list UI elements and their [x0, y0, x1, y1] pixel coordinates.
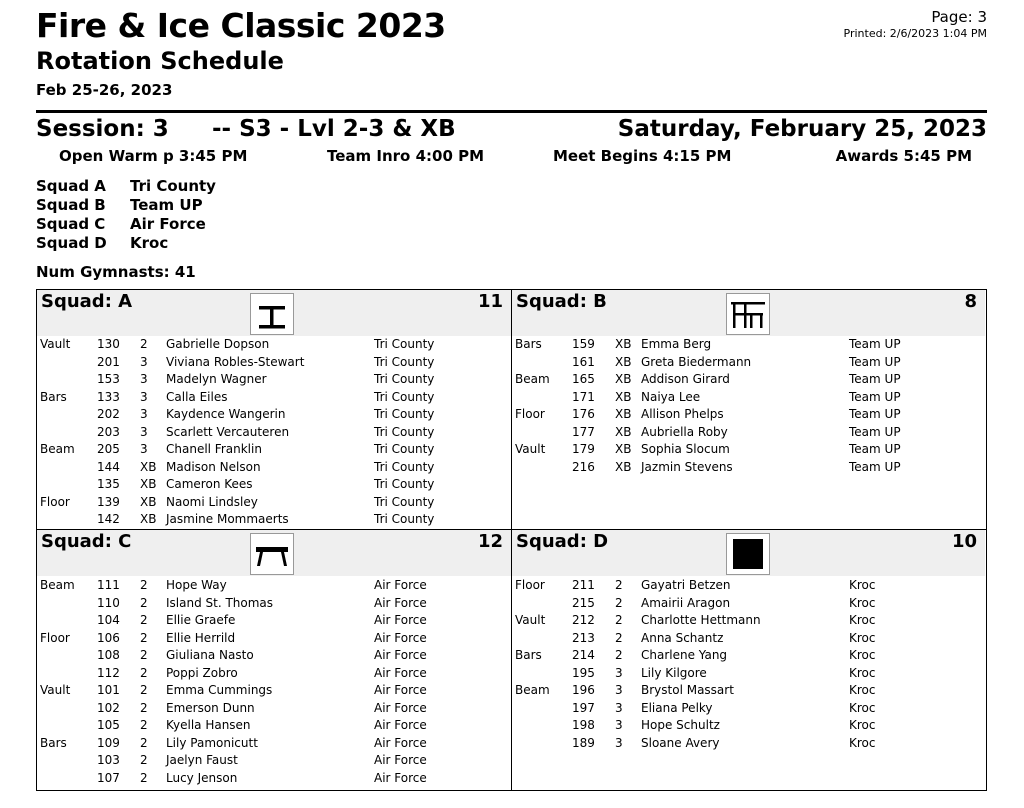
team-name: Air Force — [374, 595, 427, 610]
team-name: Kroc — [849, 648, 876, 662]
squad-key-label: Squad C — [36, 215, 106, 233]
level: 2 — [615, 630, 623, 645]
level: 3 — [140, 424, 148, 439]
team-name: Kroc — [849, 718, 876, 732]
level: 2 — [615, 595, 623, 610]
gymnast-name: Brystol Massart — [641, 683, 734, 697]
event-name: Bars — [40, 389, 67, 404]
level: XB — [615, 459, 632, 474]
roster-row — [40, 613, 510, 630]
team-name: Team UP — [849, 372, 901, 386]
team-name: Tri County — [374, 459, 435, 474]
header-divider — [36, 110, 987, 113]
competitor-number: 142 — [97, 512, 120, 526]
roster-row — [40, 407, 510, 424]
team-name: Air Force — [374, 613, 427, 627]
roster-row — [40, 495, 510, 512]
roster-row — [40, 477, 510, 494]
time-label: Open Warm p — [59, 147, 174, 165]
team-name: Air Force — [374, 648, 427, 662]
gymnast-name: Anna Schantz — [641, 630, 724, 645]
roster-row — [515, 648, 985, 665]
roster-row — [515, 631, 985, 648]
level: 3 — [140, 442, 148, 456]
gymnast-name: Amairii Aragon — [641, 595, 731, 610]
roster-row — [40, 701, 510, 718]
event-name: Vault — [515, 613, 546, 627]
team-name: Tri County — [374, 512, 435, 526]
gymnast-name: Naiya Lee — [641, 389, 701, 404]
roster-row — [515, 701, 985, 718]
squad-title: Squad: D — [516, 531, 609, 552]
competitor-number: 198 — [572, 718, 595, 732]
competitor-number: 165 — [572, 372, 595, 386]
report-title: Rotation Schedule — [36, 47, 284, 75]
competitor-number: 214 — [572, 648, 595, 662]
team-name: Team UP — [849, 424, 901, 439]
event-title: Fire & Ice Classic 2023 — [36, 6, 446, 45]
team-name: Tri County — [374, 337, 435, 351]
squad-title: Squad: C — [41, 531, 132, 552]
team-name: Tri County — [374, 494, 435, 509]
roster-row — [515, 460, 985, 477]
grid-horizontal-divider — [36, 529, 987, 530]
gymnast-name: Gabrielle Dopson — [166, 337, 270, 351]
team-name: Air Force — [374, 665, 427, 680]
gymnast-name: Madelyn Wagner — [166, 372, 267, 386]
competitor-number: 205 — [97, 442, 120, 456]
squad-count: 12 — [477, 531, 503, 552]
roster-row — [515, 613, 985, 630]
team-name: Tri County — [374, 477, 435, 491]
roster-row — [40, 596, 510, 613]
level: 2 — [140, 578, 148, 592]
event-name: Beam — [40, 578, 75, 592]
team-name: Air Force — [374, 578, 427, 592]
squad-count: 8 — [964, 291, 977, 312]
event-name: Floor — [515, 578, 545, 592]
team-name: Air Force — [374, 770, 427, 785]
floor-square-icon — [726, 533, 770, 575]
gymnast-name: Madison Nelson — [166, 459, 261, 474]
gymnast-name: Eliana Pelky — [641, 700, 713, 715]
competitor-number: 103 — [97, 753, 120, 767]
event-name: Beam — [515, 372, 550, 386]
squad-key-team: Tri County — [130, 177, 216, 195]
competitor-number: 104 — [97, 613, 120, 627]
level: 3 — [615, 700, 623, 715]
competitor-number: 201 — [97, 354, 120, 369]
level: 2 — [140, 718, 148, 732]
gymnast-name: Allison Phelps — [641, 407, 724, 421]
competitor-number: 196 — [572, 683, 595, 697]
gymnast-name: Jaelyn Faust — [166, 753, 238, 767]
level: 2 — [615, 648, 623, 662]
roster-row — [515, 683, 985, 700]
roster-row — [515, 718, 985, 735]
team-name: Kroc — [849, 613, 876, 627]
gymnast-name: Hope Schultz — [641, 718, 720, 732]
roster-row — [40, 337, 510, 354]
level: 2 — [140, 683, 148, 697]
competitor-number: 109 — [97, 735, 120, 750]
roster-row — [40, 460, 510, 477]
team-name: Kroc — [849, 683, 876, 697]
level: 3 — [615, 718, 623, 732]
session-name: -- S3 - Lvl 2-3 & XB — [212, 116, 456, 142]
team-name: Kroc — [849, 700, 876, 715]
gymnast-name: Addison Girard — [641, 372, 730, 386]
team-name: Team UP — [849, 442, 901, 456]
gymnast-name: Charlene Yang — [641, 648, 728, 662]
team-name: Team UP — [849, 459, 901, 474]
roster-row — [515, 442, 985, 459]
gymnast-name: Poppi Zobro — [166, 665, 238, 680]
event-name: Floor — [40, 630, 70, 645]
time-value: 4:00 PM — [415, 147, 485, 165]
printed-timestamp: Printed: 2/6/2023 1:04 PM — [843, 27, 987, 40]
event-name: Floor — [515, 407, 545, 421]
team-name: Tri County — [374, 389, 435, 404]
roster-row — [515, 425, 985, 442]
competitor-number: 216 — [572, 459, 595, 474]
level: 3 — [615, 735, 623, 750]
roster-row — [515, 596, 985, 613]
level: 2 — [140, 753, 148, 767]
gymnast-name: Gayatri Betzen — [641, 578, 731, 592]
team-name: Air Force — [374, 630, 427, 645]
team-name: Team UP — [849, 407, 901, 421]
awards-time — [836, 147, 972, 165]
time-label: Awards — [835, 147, 899, 165]
gymnast-name: Lily Kilgore — [641, 665, 707, 680]
level: 3 — [140, 407, 148, 421]
gymnast-name: Scarlett Vercauteren — [166, 424, 290, 439]
level: 2 — [140, 700, 148, 715]
squad-key-label: Squad B — [36, 196, 106, 214]
level: 2 — [615, 578, 623, 592]
competitor-number: 197 — [572, 700, 595, 715]
competitor-number: 107 — [97, 770, 120, 785]
team-name: Air Force — [374, 735, 427, 750]
competitor-number: 101 — [97, 683, 120, 697]
level: XB — [615, 354, 632, 369]
level: XB — [140, 512, 157, 526]
level: 2 — [615, 613, 623, 627]
event-name: Beam — [515, 683, 550, 697]
gymnast-name: Ellie Graefe — [166, 613, 236, 627]
competitor-number: 212 — [572, 613, 595, 627]
gymnast-name: Calla Eiles — [166, 389, 228, 404]
event-name: Bars — [515, 648, 542, 662]
gymnast-name: Jazmin Stevens — [641, 459, 733, 474]
squad-key-team: Team UP — [130, 196, 203, 214]
gymnast-name: Emerson Dunn — [166, 700, 255, 715]
gymnast-name: Giuliana Nasto — [166, 648, 254, 662]
level: XB — [140, 494, 157, 509]
level: XB — [615, 372, 632, 386]
event-name: Vault — [40, 683, 71, 697]
level: XB — [615, 337, 632, 351]
event-name: Vault — [40, 337, 71, 351]
uneven-bars-icon — [250, 293, 294, 335]
roster-row — [40, 390, 510, 407]
team-name: Tri County — [374, 424, 435, 439]
squad-title: Squad: A — [41, 291, 133, 312]
roster-row — [40, 578, 510, 595]
team-name: Tri County — [374, 407, 435, 421]
team-intro-time — [327, 147, 484, 165]
gymnast-name: Kyella Hansen — [166, 718, 251, 732]
time-label: Meet Begins — [553, 147, 658, 165]
level: 2 — [140, 630, 148, 645]
gymnast-name: Lucy Jenson — [166, 770, 238, 785]
level: 2 — [140, 770, 148, 785]
team-name: Team UP — [849, 389, 901, 404]
roster-row — [40, 372, 510, 389]
competitor-number: 135 — [97, 477, 120, 491]
team-name: Kroc — [849, 595, 876, 610]
team-name: Tri County — [374, 442, 435, 456]
event-name: Bars — [515, 337, 542, 351]
team-name: Kroc — [849, 735, 876, 750]
team-name: Air Force — [374, 683, 427, 697]
team-name: Air Force — [374, 700, 427, 715]
gymnast-name: Chanell Franklin — [166, 442, 262, 456]
gymnast-name: Sophia Slocum — [641, 442, 730, 456]
competitor-number: 215 — [572, 595, 595, 610]
roster-row — [515, 390, 985, 407]
time-value: 5:45 PM — [903, 147, 972, 165]
event-name: Vault — [515, 442, 546, 456]
squad-key-label: Squad A — [36, 177, 106, 195]
event-name: Floor — [40, 494, 70, 509]
roster-row — [40, 512, 510, 529]
level: XB — [140, 477, 157, 491]
competitor-number: 106 — [97, 630, 120, 645]
level: XB — [140, 459, 157, 474]
level: 2 — [140, 665, 148, 680]
balance-beam-icon — [250, 533, 294, 575]
meet-begins-time — [553, 147, 731, 165]
gymnast-name: Lily Pamonicutt — [166, 735, 258, 750]
competitor-number: 133 — [97, 389, 120, 404]
time-value: 4:15 PM — [663, 147, 732, 165]
roster-row — [40, 648, 510, 665]
team-name: Kroc — [849, 665, 876, 680]
gymnast-name: Viviana Robles-Stewart — [166, 354, 305, 369]
roster-row — [40, 736, 510, 753]
time-value: 3:45 PM — [178, 147, 248, 165]
roster-row — [40, 631, 510, 648]
num-gymnasts: Num Gymnasts: 41 — [36, 263, 196, 281]
competitor-number: 102 — [97, 700, 120, 715]
competitor-number: 105 — [97, 718, 120, 732]
squad-count: 11 — [477, 291, 503, 312]
team-name: Team UP — [849, 337, 901, 351]
roster-row — [515, 736, 985, 753]
competitor-number: 189 — [572, 735, 595, 750]
gymnast-name: Jasmine Mommaerts — [166, 512, 289, 526]
roster-row — [40, 718, 510, 735]
level: 2 — [140, 735, 148, 750]
competitor-number: 176 — [572, 407, 595, 421]
level: XB — [615, 407, 632, 421]
squad-b-header — [512, 290, 985, 336]
squad-c-header — [37, 530, 511, 576]
team-name: Tri County — [374, 354, 435, 369]
roster-row — [40, 683, 510, 700]
level: XB — [615, 389, 632, 404]
level: 3 — [615, 683, 623, 697]
team-name: Kroc — [849, 578, 876, 592]
competitor-number: 179 — [572, 442, 595, 456]
competitor-number: 177 — [572, 424, 595, 439]
level: XB — [615, 442, 632, 456]
gymnast-name: Island St. Thomas — [166, 595, 274, 610]
competitor-number: 195 — [572, 665, 595, 680]
team-name: Air Force — [374, 753, 427, 767]
competitor-number: 144 — [97, 459, 120, 474]
competitor-number: 108 — [97, 648, 120, 662]
gymnast-name: Emma Cummings — [166, 683, 273, 697]
competitor-number: 139 — [97, 494, 120, 509]
squad-a-header — [37, 290, 511, 336]
squad-key-label: Squad D — [36, 234, 107, 252]
squad-key-team: Kroc — [130, 234, 169, 252]
competitor-number: 110 — [97, 595, 120, 610]
page-number: Page: 3 — [931, 8, 987, 26]
team-name: Air Force — [374, 718, 427, 732]
level: 2 — [140, 595, 148, 610]
roster-row — [40, 753, 510, 770]
roster-row — [515, 337, 985, 354]
gymnast-name: Aubriella Roby — [641, 424, 728, 439]
level: 3 — [615, 665, 623, 680]
level: 3 — [140, 389, 148, 404]
competitor-number: 171 — [572, 389, 595, 404]
bars-apparatus-icon — [726, 293, 770, 335]
team-name: Team UP — [849, 354, 901, 369]
time-label: Team Inro — [327, 147, 411, 165]
competitor-number: 111 — [97, 578, 120, 592]
squad-key-team: Air Force — [130, 215, 206, 233]
level: 2 — [140, 613, 148, 627]
roster-row — [40, 425, 510, 442]
competitor-number: 112 — [97, 665, 120, 680]
squad-d-header — [512, 530, 985, 576]
session-label: Session: 3 — [36, 116, 169, 142]
competitor-number: 130 — [97, 337, 120, 351]
roster-row — [515, 578, 985, 595]
level: 2 — [140, 648, 148, 662]
competitor-number: 211 — [572, 578, 595, 592]
gymnast-name: Greta Biedermann — [641, 354, 752, 369]
team-name: Tri County — [374, 372, 435, 386]
competitor-number: 213 — [572, 630, 595, 645]
level: 2 — [140, 337, 148, 351]
event-name: Beam — [40, 442, 75, 456]
roster-row — [515, 407, 985, 424]
gymnast-name: Cameron Kees — [166, 477, 253, 491]
squad-title: Squad: B — [516, 291, 607, 312]
competitor-number: 203 — [97, 424, 120, 439]
gymnast-name: Hope Way — [166, 578, 227, 592]
gymnast-name: Kaydence Wangerin — [166, 407, 286, 421]
gymnast-name: Ellie Herrild — [166, 630, 236, 645]
gymnast-name: Emma Berg — [641, 337, 712, 351]
competitor-number: 202 — [97, 407, 120, 421]
roster-row — [40, 666, 510, 683]
roster-row — [515, 355, 985, 372]
level: 3 — [140, 372, 148, 386]
roster-row — [515, 372, 985, 389]
event-name: Bars — [40, 735, 67, 750]
gymnast-name: Charlotte Hettmann — [641, 613, 761, 627]
grid-vertical-divider — [511, 289, 512, 791]
competitor-number: 153 — [97, 372, 120, 386]
meet-dates: Feb 25-26, 2023 — [36, 81, 173, 99]
roster-row — [40, 771, 510, 788]
level: XB — [615, 424, 632, 439]
competitor-number: 159 — [572, 337, 595, 351]
session-date: Saturday, February 25, 2023 — [617, 116, 987, 142]
roster-row — [40, 355, 510, 372]
team-name: Kroc — [849, 630, 876, 645]
roster-row — [515, 666, 985, 683]
squad-count: 10 — [951, 531, 977, 552]
competitor-number: 161 — [572, 354, 595, 369]
gymnast-name: Sloane Avery — [641, 735, 720, 750]
roster-row — [40, 442, 510, 459]
gymnast-name: Naomi Lindsley — [166, 494, 258, 509]
level: 3 — [140, 354, 148, 369]
open-warmup-time — [59, 147, 247, 165]
